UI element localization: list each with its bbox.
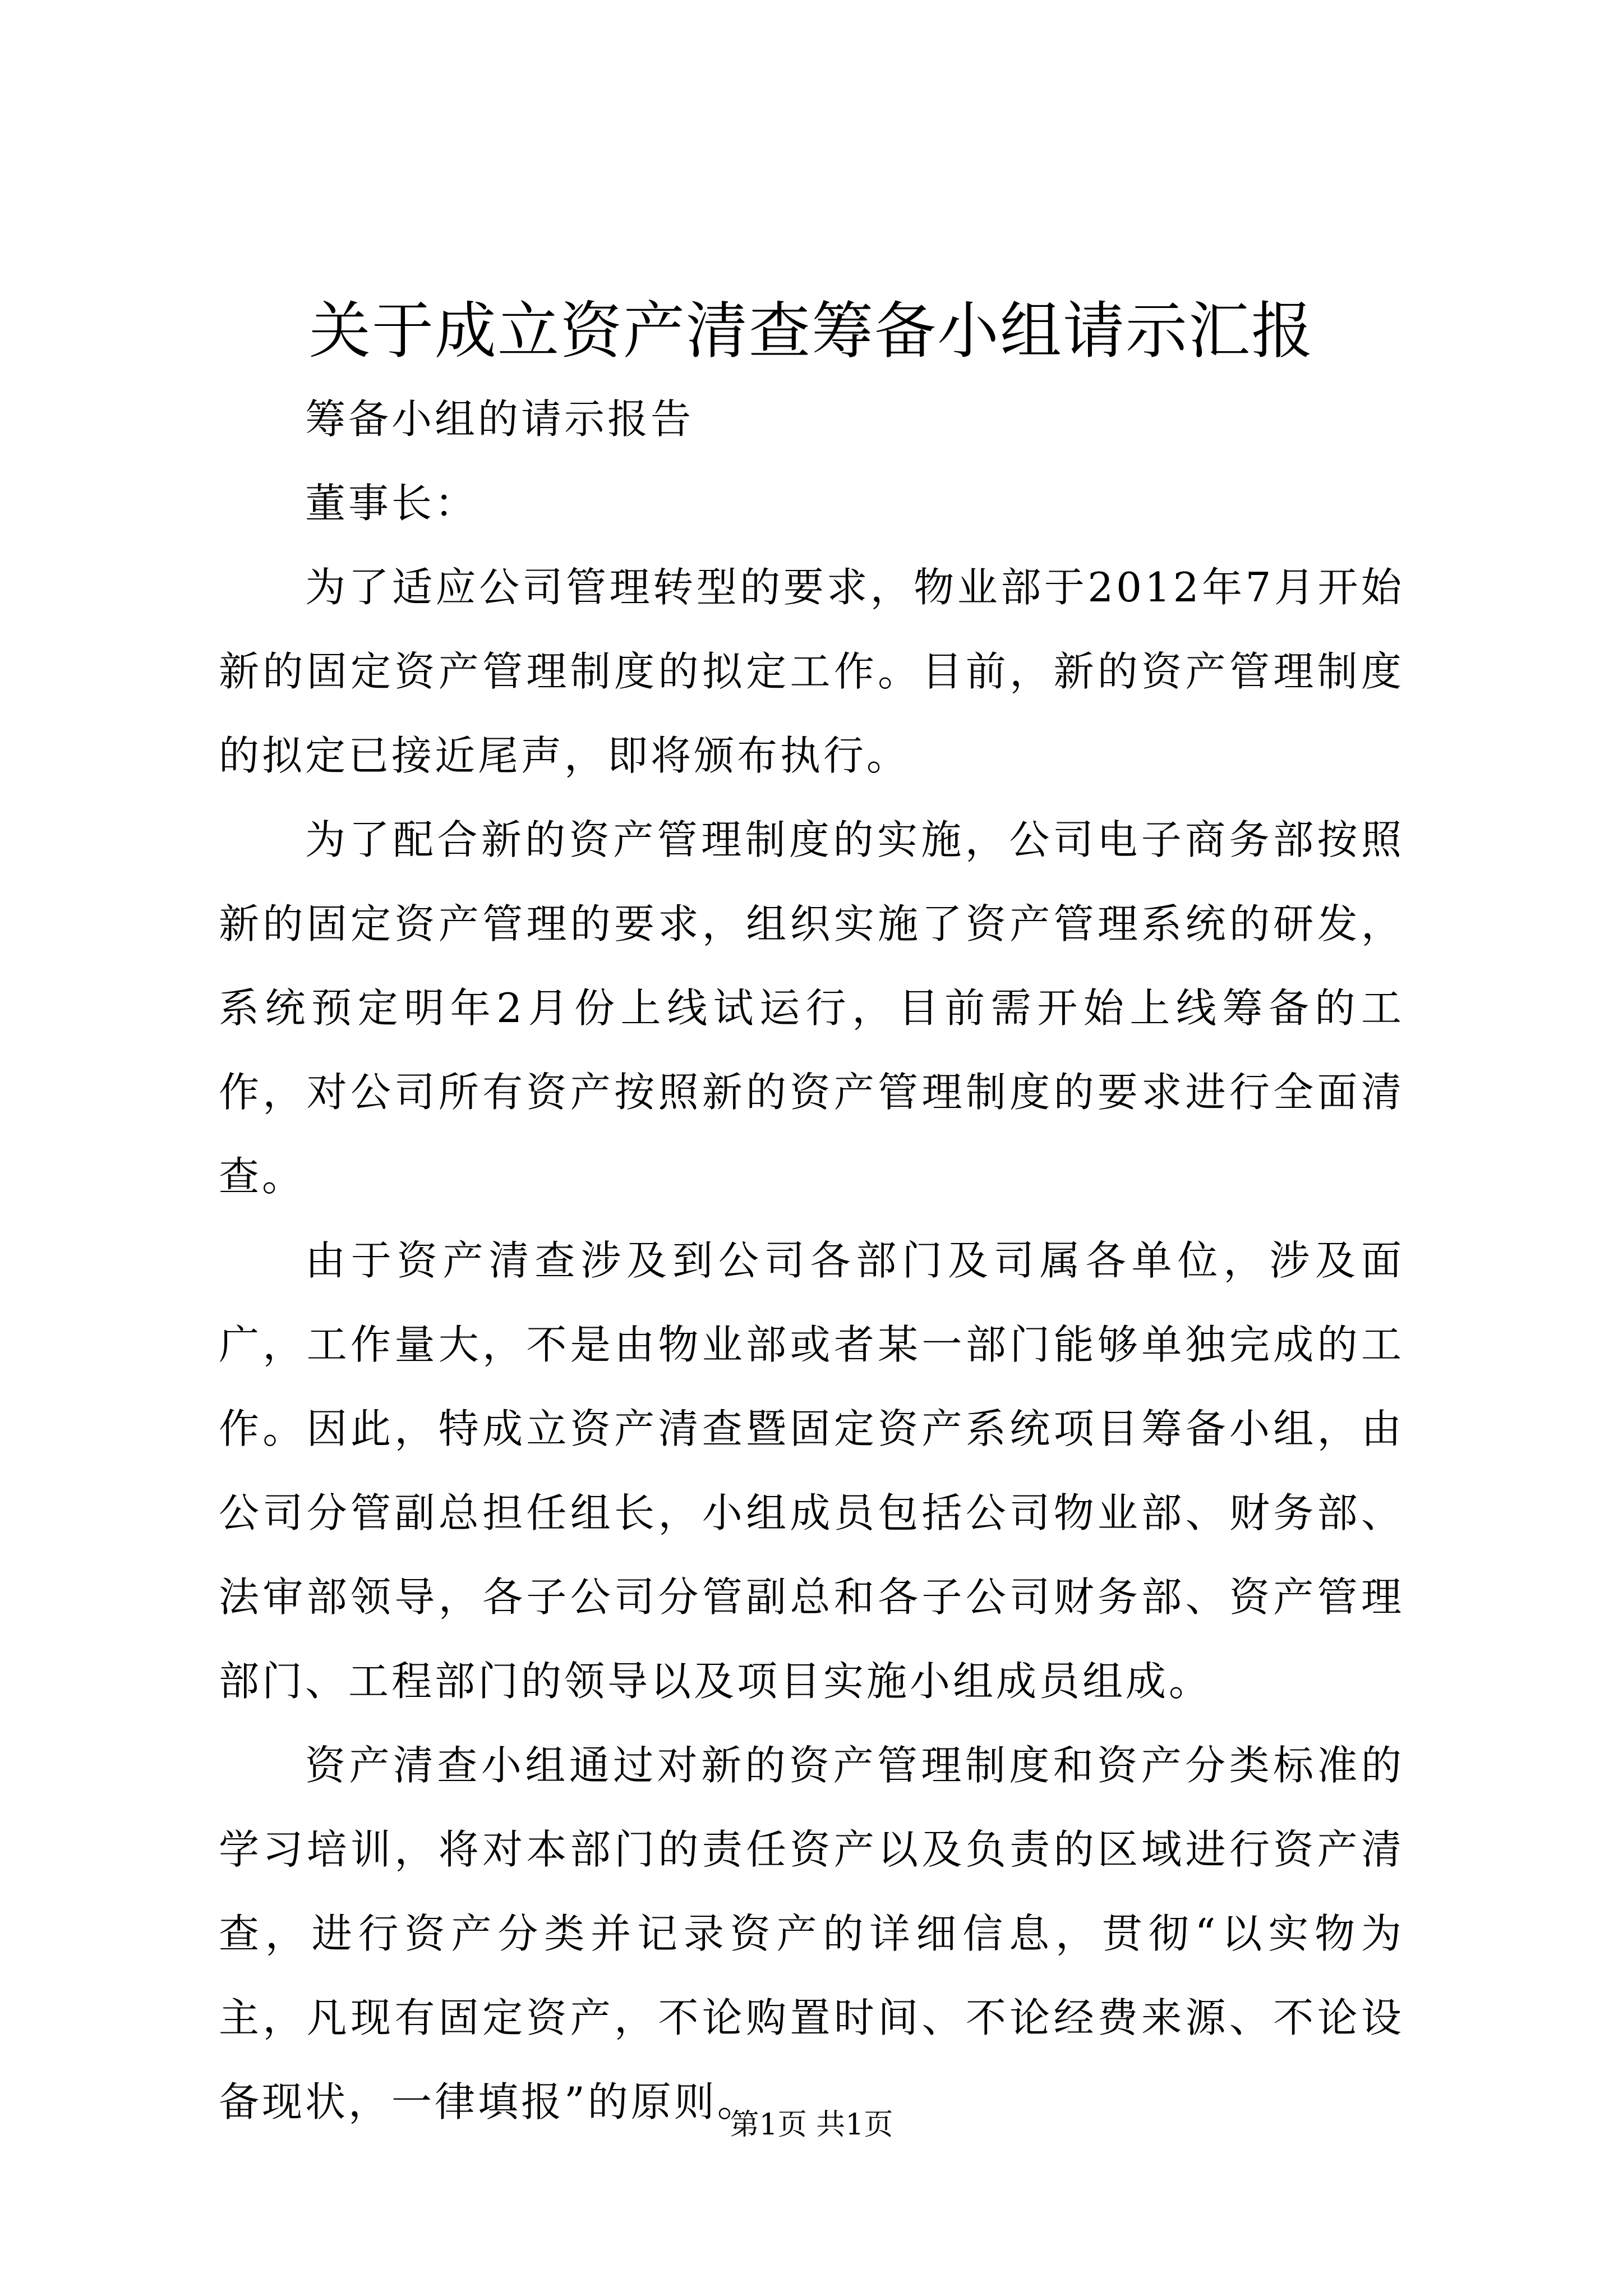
page-footer: 第1页 共1页 xyxy=(730,2108,893,2142)
document-title: 关于成立资产清查筹备小组请示汇报 xyxy=(309,295,1314,367)
paragraph-salutation: 董事长： xyxy=(305,480,478,527)
document-body xyxy=(219,377,1404,2144)
paragraph-system-development: 为了配合新的资产管理制度的实施，公司电子商务部按照新的固定资产管理的要求，组织实施了资产管理系统的研发，系统预定明年2月份上线试运行，目前需开始上线筹备的工作，对公司所有资产按照新的资产管理制度的要求进行全面清查。 xyxy=(219,816,1404,1200)
paragraph-inventory-principle: 资产清查小组通过对新的资产管理制度和资产分类标准的学习培训，将对本部门的责任资产以及负责的区域进行资产清查，进行资产分类并记录资产的详细信息，贯彻“以实物为主，凡现有固定资产，不论购置时间、不论经费来源、不论设备现状，一律填报”的原则。 xyxy=(219,1742,1404,2125)
paragraph-team-formation: 由于资产清查涉及到公司各部门及司属各单位，涉及面广，工作量大，不是由物业部或者某一部门能够单独完成的工作。因此，特成立资产清查暨固定资产系统项目筹备小组，由公司分管副总担任组长，小组成员包括公司物业部、财务部、法审部领导，各子公司分管副总和各子公司财务部、资产管理部门、工程部门的领导以及项目实施小组成员组成。 xyxy=(219,1237,1404,1705)
paragraph-background: 为了适应公司管理转型的要求，物业部于2012年7月开始新的固定资产管理制度的拟定工作。目前，新的资产管理制度的拟定已接近尾声，即将颁布执行。 xyxy=(219,564,1404,779)
paragraph-subtitle: 筹备小组的请示报告 xyxy=(305,395,694,443)
